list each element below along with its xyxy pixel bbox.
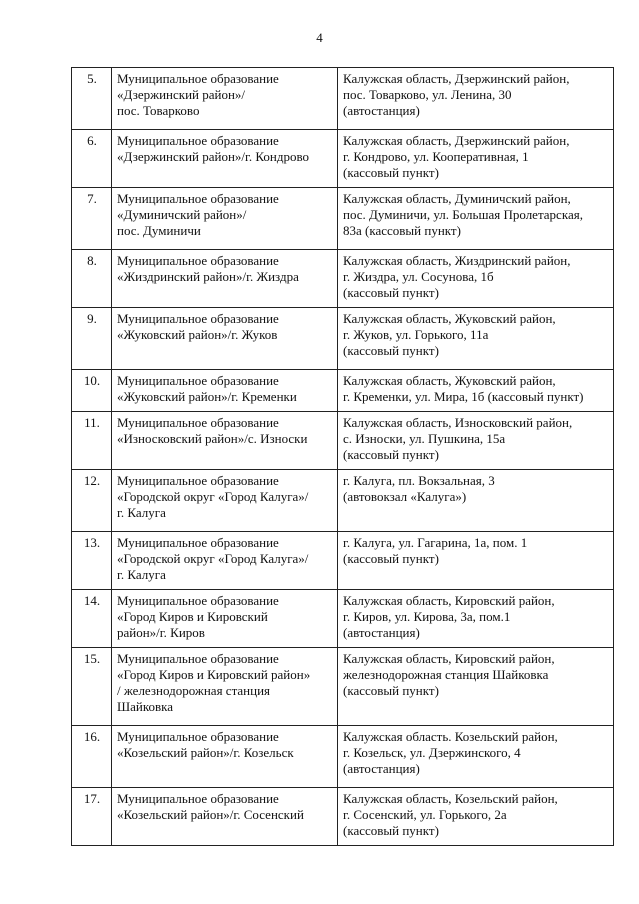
row-number: 16.: [72, 726, 112, 788]
municipality-line: «Износковский район»/с. Износки: [117, 431, 308, 446]
page-number: 4: [316, 30, 323, 45]
table-row: [72, 130, 614, 188]
address-line: железнодорожная станция Шайковка: [343, 667, 549, 682]
municipality-line: «Жиздринский район»/г. Жиздра: [117, 269, 299, 284]
municipality-line: Муниципальное образование: [117, 191, 279, 206]
address-line: (кассовый пункт): [343, 823, 439, 838]
municipality-line: «Жуковский район»/г. Жуков: [117, 327, 278, 342]
address-line: Калужская область, Жуковский район,: [343, 373, 556, 388]
municipality-line: «Городской округ «Город Калуга»/: [117, 551, 309, 566]
municipality-line: район»/г. Киров: [117, 625, 205, 640]
row-number: 6.: [72, 130, 112, 188]
row-number: 13.: [72, 532, 112, 590]
table-row: [72, 250, 614, 308]
address-line: г. Жиздра, ул. Сосунова, 1б: [343, 269, 494, 284]
address-line: (кассовый пункт): [343, 683, 439, 698]
table-row: [72, 470, 614, 532]
table-row: [72, 370, 614, 412]
address-line: пос. Думиничи, ул. Большая Пролетарская,: [343, 207, 583, 222]
address-line: г. Кременки, ул. Мира, 1б (кассовый пункт): [343, 389, 584, 404]
row-number: 15.: [72, 648, 112, 726]
address-line: Калужская область, Износковский район,: [343, 415, 573, 430]
municipality-cell: [112, 648, 338, 726]
address-line: Калужская область, Думиничский район,: [343, 191, 571, 206]
locations-table: [71, 67, 614, 846]
municipality-cell: [112, 788, 338, 846]
municipality-cell: [112, 370, 338, 412]
address-line: Калужская область, Кировский район,: [343, 651, 555, 666]
address-line: Калужская область, Дзержинский район,: [343, 133, 570, 148]
address-cell: [338, 412, 614, 470]
table-row: [72, 788, 614, 846]
row-number: 9.: [72, 308, 112, 370]
municipality-cell: [112, 250, 338, 308]
municipality-line: Муниципальное образование: [117, 71, 279, 86]
address-cell: [338, 726, 614, 788]
address-line: (автовокзал «Калуга»): [343, 489, 467, 504]
municipality-line: Муниципальное образование: [117, 415, 279, 430]
address-line: (автостанция): [343, 103, 420, 118]
address-line: г. Жуков, ул. Горького, 11а: [343, 327, 489, 342]
address-line: (кассовый пункт): [343, 285, 439, 300]
address-cell: [338, 470, 614, 532]
address-line: г. Кондрово, ул. Кооперативная, 1: [343, 149, 529, 164]
row-number: 12.: [72, 470, 112, 532]
municipality-line: «Городской округ «Город Калуга»/: [117, 489, 309, 504]
municipality-line: / железнодорожная станция: [117, 683, 271, 698]
municipality-line: «Жуковский район»/г. Кременки: [117, 389, 297, 404]
address-line: (кассовый пункт): [343, 447, 439, 462]
table-row: [72, 308, 614, 370]
municipality-line: пос. Думиничи: [117, 223, 201, 238]
table-row: [72, 532, 614, 590]
municipality-cell: [112, 590, 338, 648]
address-cell: [338, 250, 614, 308]
municipality-line: Муниципальное образование: [117, 651, 279, 666]
municipality-line: пос. Товарково: [117, 103, 200, 118]
table-row: [72, 590, 614, 648]
municipality-line: Муниципальное образование: [117, 791, 279, 806]
address-cell: [338, 648, 614, 726]
address-line: Калужская область, Дзержинский район,: [343, 71, 570, 86]
municipality-line: «Дзержинский район»/г. Кондрово: [117, 149, 310, 164]
address-line: Калужская область, Жиздринский район,: [343, 253, 571, 268]
municipality-line: «Козельский район»/г. Козельск: [117, 745, 294, 760]
municipality-line: Шайковка: [117, 699, 174, 714]
address-cell: [338, 130, 614, 188]
row-number: 7.: [72, 188, 112, 250]
row-number: 8.: [72, 250, 112, 308]
address-cell: [338, 590, 614, 648]
municipality-line: Муниципальное образование: [117, 593, 279, 608]
address-line: 83а (кассовый пункт): [343, 223, 461, 238]
municipality-line: Муниципальное образование: [117, 311, 279, 326]
municipality-line: Муниципальное образование: [117, 729, 279, 744]
municipality-line: Муниципальное образование: [117, 253, 279, 268]
address-line: (кассовый пункт): [343, 165, 439, 180]
municipality-line: Муниципальное образование: [117, 535, 279, 550]
municipality-line: г. Калуга: [117, 567, 166, 582]
row-number: 11.: [72, 412, 112, 470]
address-line: г. Калуга, пл. Вокзальная, 3: [343, 473, 495, 488]
table-row: [72, 68, 614, 130]
address-line: с. Износки, ул. Пушкина, 15а: [343, 431, 506, 446]
row-number: 17.: [72, 788, 112, 846]
municipality-cell: [112, 470, 338, 532]
address-line: (кассовый пункт): [343, 343, 439, 358]
municipality-line: «Город Киров и Кировский: [117, 609, 268, 624]
municipality-line: Муниципальное образование: [117, 473, 279, 488]
municipality-line: «Козельский район»/г. Сосенский: [117, 807, 304, 822]
address-cell: [338, 788, 614, 846]
row-number: 10.: [72, 370, 112, 412]
municipality-cell: [112, 532, 338, 590]
address-line: пос. Товарково, ул. Ленина, 30: [343, 87, 512, 102]
municipality-line: Муниципальное образование: [117, 133, 279, 148]
address-line: Калужская область, Кировский район,: [343, 593, 555, 608]
address-line: (автостанция): [343, 625, 420, 640]
municipality-cell: [112, 188, 338, 250]
municipality-line: г. Калуга: [117, 505, 166, 520]
address-line: г. Сосенский, ул. Горького, 2а: [343, 807, 507, 822]
table-row: [72, 188, 614, 250]
table-row: [72, 726, 614, 788]
table-body: [72, 68, 614, 846]
municipality-cell: [112, 308, 338, 370]
table-row: [72, 648, 614, 726]
address-line: Калужская область, Жуковский район,: [343, 311, 556, 326]
address-line: г. Киров, ул. Кирова, 3а, пом.1: [343, 609, 511, 624]
address-cell: [338, 532, 614, 590]
municipality-cell: [112, 68, 338, 130]
address-line: г. Калуга, ул. Гагарина, 1а, пом. 1: [343, 535, 528, 550]
address-cell: [338, 188, 614, 250]
address-line: Калужская область, Козельский район,: [343, 791, 558, 806]
address-cell: [338, 68, 614, 130]
municipality-line: «Думиничский район»/: [117, 207, 247, 222]
address-line: (автостанция): [343, 761, 420, 776]
municipality-cell: [112, 130, 338, 188]
municipality-line: Муниципальное образование: [117, 373, 279, 388]
municipality-line: «Город Киров и Кировский район»: [117, 667, 311, 682]
row-number: 14.: [72, 590, 112, 648]
address-line: Калужская область. Козельский район,: [343, 729, 558, 744]
municipality-cell: [112, 412, 338, 470]
address-cell: [338, 370, 614, 412]
municipality-cell: [112, 726, 338, 788]
municipality-line: «Дзержинский район»/: [117, 87, 246, 102]
table-row: [72, 412, 614, 470]
address-line: (кассовый пункт): [343, 551, 439, 566]
address-line: г. Козельск, ул. Дзержинского, 4: [343, 745, 521, 760]
row-number: 5.: [72, 68, 112, 130]
address-cell: [338, 308, 614, 370]
